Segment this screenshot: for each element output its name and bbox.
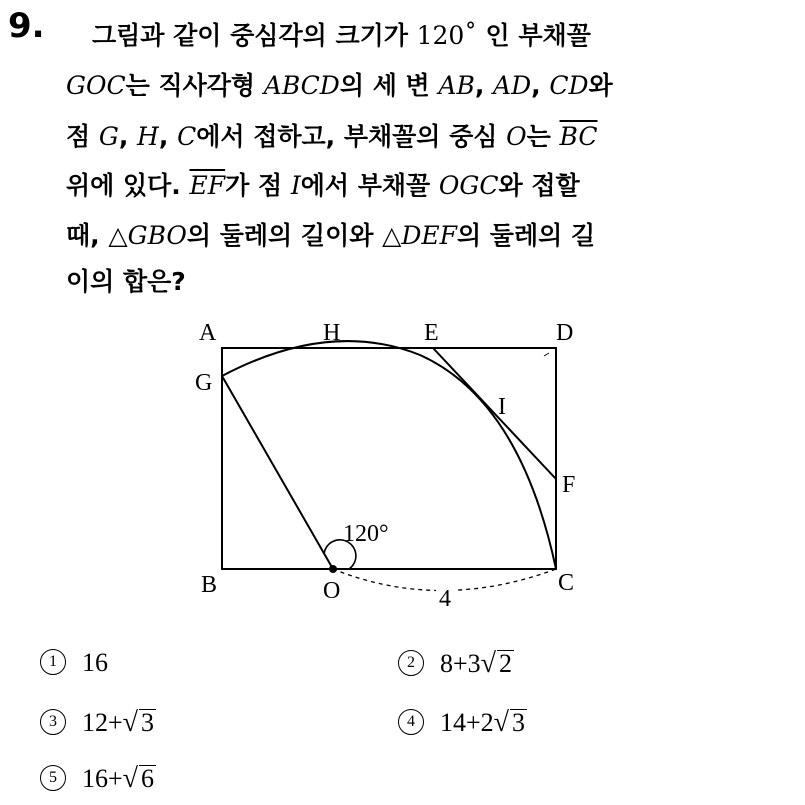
angle-label: 120° (343, 521, 389, 547)
choice-value: 16 (82, 648, 108, 677)
sqrt-sign: √ (122, 707, 139, 738)
text: , (474, 71, 494, 100)
triangle-symbol: △ (382, 221, 402, 250)
choice-4[interactable] (398, 707, 527, 739)
choice-marker: 4 (398, 709, 424, 735)
text: 가 점 (225, 171, 291, 200)
text: , (118, 122, 138, 151)
math: OGC (438, 171, 499, 200)
math-segment: $\overline{EF}$ (189, 171, 226, 200)
label-g: G (195, 370, 213, 396)
math: CD (549, 71, 589, 100)
text: 이의 합은? (66, 267, 186, 296)
math: H (137, 122, 159, 151)
text: 에서 접하고, 부채꼴의 중심 (196, 122, 507, 151)
choice-value: 16+ (82, 764, 123, 793)
choice-3[interactable] (40, 707, 156, 739)
math: GOC (66, 71, 126, 100)
text: 는 (526, 122, 560, 151)
math: GBO (127, 221, 187, 250)
label-e: E (424, 320, 439, 346)
right-angle-mark (544, 353, 549, 356)
text: 의 둘레의 길 (456, 221, 596, 250)
choice-marker: 2 (398, 650, 424, 676)
sqrt-sign: √ (480, 648, 497, 679)
text: , (158, 122, 178, 151)
triangle-symbol: △ (108, 221, 128, 250)
text: 때, (66, 221, 109, 250)
text: 에서 부채꼴 (300, 171, 439, 200)
math: G (98, 122, 119, 151)
math: AD (493, 71, 532, 100)
text: 는 직사각형 (125, 71, 264, 100)
length-label: 4 (439, 586, 451, 612)
tangent-ef (433, 348, 556, 479)
label-a: A (199, 320, 217, 346)
text: 와 (588, 71, 613, 100)
radicand: 2 (499, 649, 513, 678)
math: DEF (401, 221, 457, 250)
math: ABCD (263, 71, 340, 100)
label-f: F (562, 472, 576, 498)
question-number: 9. (8, 6, 45, 46)
text: 와 접할 (498, 171, 580, 200)
math: I (290, 171, 301, 200)
text: 의 세 변 (339, 71, 439, 100)
choice-value: 14+2 (440, 708, 494, 737)
math: C (177, 122, 197, 151)
math-segment: $\overline{BC}$ (559, 122, 598, 151)
radicand: 6 (141, 764, 155, 793)
sector-arc (222, 341, 556, 569)
choice-2[interactable] (398, 648, 514, 680)
choice-value: 12+ (82, 708, 123, 737)
text: 그림과 같이 중심각의 크기가 (92, 21, 417, 50)
text: 의 둘레의 길이와 (186, 221, 383, 250)
text: 위에 있다. (66, 171, 190, 200)
choice-5[interactable] (40, 763, 156, 795)
radicand: 3 (512, 708, 526, 737)
choice-marker: 3 (40, 709, 66, 735)
math: AB (438, 71, 475, 100)
label-o: O (323, 578, 341, 604)
choice-marker: 5 (40, 765, 66, 791)
label-d: D (556, 320, 574, 346)
label-c: C (558, 570, 575, 596)
label-b: B (201, 572, 218, 598)
radicand: 3 (141, 708, 155, 737)
rectangle-abcd (222, 348, 556, 569)
choice-1[interactable] (40, 648, 108, 678)
choice-marker: 1 (40, 649, 66, 675)
label-h: H (323, 320, 341, 346)
choice-value: 8+3 (440, 649, 481, 678)
text: 점 (66, 122, 99, 151)
math: O (506, 122, 527, 151)
text: 인 부채꼴 (476, 21, 591, 50)
sqrt-sign: √ (122, 763, 139, 794)
text: , (531, 71, 550, 100)
label-i: I (498, 394, 506, 420)
angle-value: 120˚ (416, 21, 477, 50)
segment-og (222, 376, 333, 569)
sqrt-sign: √ (493, 707, 510, 738)
